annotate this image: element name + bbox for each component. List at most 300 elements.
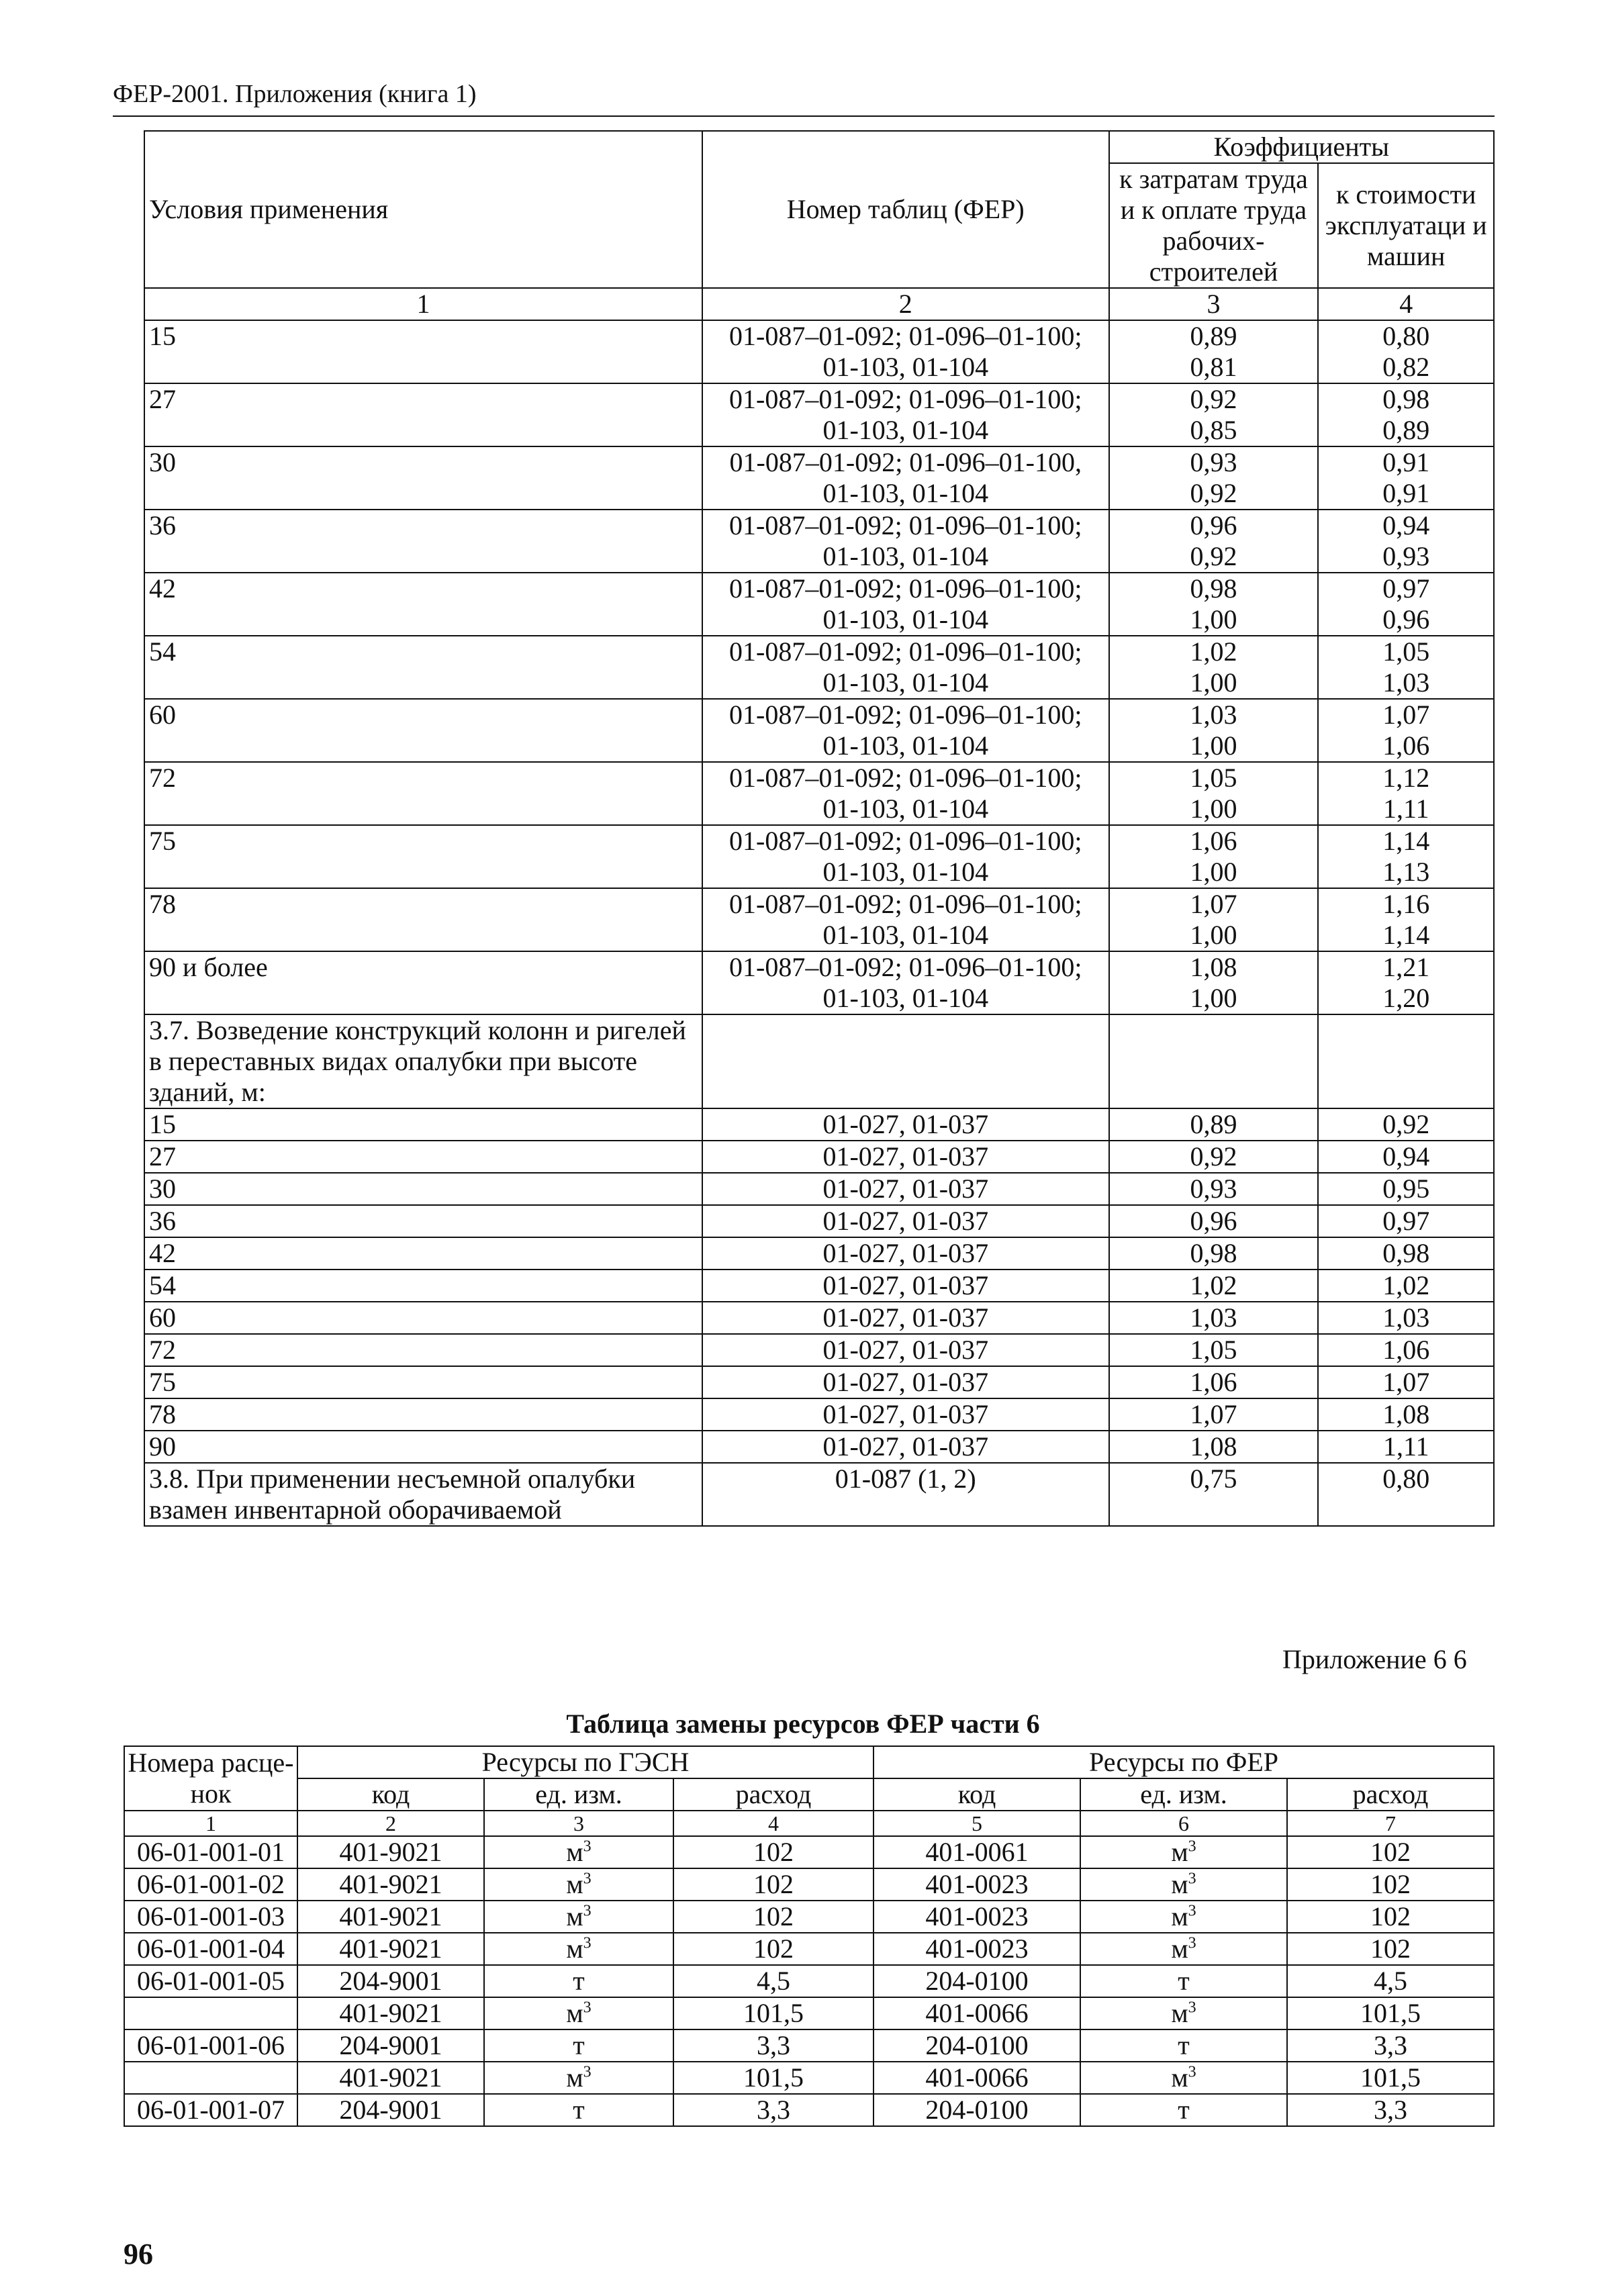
cell-line: 1,13 <box>1382 857 1430 887</box>
cell-line: 0,91 <box>1382 478 1430 508</box>
condition-cell: 90 и более <box>144 951 702 1014</box>
table-row <box>124 1836 1494 1868</box>
table-numbers-cell: 01-027, 01-037 <box>702 1270 1109 1302</box>
table-numbers-cell: 01-027, 01-037 <box>702 1173 1109 1205</box>
table-numbers-cell: 01-027, 01-037 <box>702 1141 1109 1173</box>
col-index: 3 <box>484 1811 673 1836</box>
machine-coef-cell: 0,94 <box>1318 1141 1494 1173</box>
table-row <box>144 446 1494 510</box>
table-numbers-cell <box>702 699 1109 762</box>
unit-exponent: 3 <box>1188 1837 1196 1856</box>
fer-code-cell: 204-0100 <box>873 1965 1080 1997</box>
gesn-unit-cell <box>484 2094 673 2126</box>
unit-text: м <box>1171 1901 1188 1931</box>
running-header: ФЕР-2001. Приложения (книга 1) <box>113 80 477 108</box>
labor-coef-cell: 0,98 <box>1109 1237 1319 1270</box>
table-row <box>144 1463 1494 1526</box>
cell-line: 01-087–01-092; 01-096–01-100; <box>729 384 1082 414</box>
gesn-usage-cell: 3,3 <box>673 2094 873 2126</box>
condition-cell: 42 <box>144 573 702 636</box>
machine-coef-cell <box>1318 762 1494 825</box>
cell-line: 1,06 <box>1382 730 1430 761</box>
labor-coef-cell <box>1109 825 1319 888</box>
table2-title: Таблица замены ресурсов ФЕР части 6 <box>566 1709 1040 1739</box>
rate-number-cell: 06-01-001-01 <box>124 1836 297 1868</box>
machine-coef-cell <box>1318 320 1494 383</box>
cell-line: 01-103, 01-104 <box>822 541 989 571</box>
cell-line: 1,05 <box>1190 763 1237 793</box>
table-numbers-cell <box>702 446 1109 510</box>
col-index: 7 <box>1287 1811 1494 1836</box>
unit-text: т <box>573 2030 585 2060</box>
cell-line: 0,96 <box>1382 604 1430 634</box>
table-numbers-cell: 01-027, 01-037 <box>702 1431 1109 1463</box>
table-row <box>144 1141 1494 1173</box>
condition-cell: 78 <box>144 1398 702 1431</box>
col-gesn-header: Ресурсы по ГЭСН <box>297 1746 873 1778</box>
fer-usage-cell: 102 <box>1287 1901 1494 1933</box>
table-row <box>144 1173 1494 1205</box>
table2-body <box>124 1836 1494 2126</box>
fer-unit-cell <box>1080 1965 1287 1997</box>
machine-coef-cell: 0,98 <box>1318 1237 1494 1270</box>
condition-cell: 54 <box>144 1270 702 1302</box>
unit-text: м <box>1171 1998 1188 2028</box>
cell-line: 1,07 <box>1382 700 1430 730</box>
fer-code-cell: 401-0066 <box>873 1997 1080 2029</box>
cell-line: 0,89 <box>1190 321 1237 351</box>
table-row <box>144 1108 1494 1141</box>
unit-exponent: 3 <box>583 2063 592 2081</box>
unit-exponent: 3 <box>583 1999 592 2017</box>
labor-coef-cell: 0,92 <box>1109 1141 1319 1173</box>
table1-body-b <box>144 1108 1494 1463</box>
machine-coef-cell: 0,92 <box>1318 1108 1494 1141</box>
unit-exponent: 3 <box>1188 1902 1196 1920</box>
gesn-usage-cell: 4,5 <box>673 1965 873 1997</box>
gesn-unit-cell <box>484 1868 673 1901</box>
table-numbers-cell: 01-087 (1, 2) <box>702 1463 1109 1526</box>
cell-line: 01-087–01-092; 01-096–01-100; <box>729 952 1082 982</box>
rate-number-cell: 06-01-001-03 <box>124 1901 297 1933</box>
condition-cell: 36 <box>144 1205 702 1237</box>
labor-coef-cell <box>1109 699 1319 762</box>
header-rule <box>113 115 1495 117</box>
fer-usage-cell: 3,3 <box>1287 2029 1494 2062</box>
fer-code-cell: 204-0100 <box>873 2029 1080 2062</box>
col-usage-header: расход <box>1287 1778 1494 1811</box>
cell-line: 0,98 <box>1382 384 1430 414</box>
table-numbers-cell: 01-027, 01-037 <box>702 1302 1109 1334</box>
labor-coef-cell <box>1109 320 1319 383</box>
condition-cell: 15 <box>144 1108 702 1141</box>
table-numbers-cell: 01-027, 01-037 <box>702 1334 1109 1366</box>
col-machines-header: к стоимости эксплуатаци и машин <box>1318 163 1494 288</box>
condition-cell: 30 <box>144 446 702 510</box>
cell-line: 01-103, 01-104 <box>822 478 989 508</box>
cell-line: 01-087–01-092; 01-096–01-100; <box>729 636 1082 667</box>
condition-cell: 72 <box>144 762 702 825</box>
unit-exponent: 3 <box>583 1902 592 1920</box>
machine-coef-cell: 1,02 <box>1318 1270 1494 1302</box>
unit-text: т <box>1178 1966 1190 1996</box>
gesn-code-cell: 401-9021 <box>297 1901 484 1933</box>
labor-coef-cell: 0,75 <box>1109 1463 1319 1526</box>
table-row <box>144 825 1494 888</box>
table-numbers-cell: 01-027, 01-037 <box>702 1108 1109 1141</box>
col-code-header: код <box>873 1778 1080 1811</box>
rate-number-cell: 06-01-001-02 <box>124 1868 297 1901</box>
empty-cell <box>702 1014 1109 1108</box>
fer-usage-cell: 102 <box>1287 1836 1494 1868</box>
machine-coef-cell <box>1318 446 1494 510</box>
fer-code-cell: 401-0023 <box>873 1868 1080 1901</box>
machine-coef-cell <box>1318 573 1494 636</box>
col-index: 6 <box>1080 1811 1287 1836</box>
machine-coef-cell <box>1318 951 1494 1014</box>
cell-line: 01-103, 01-104 <box>822 983 989 1013</box>
cell-line: 0,81 <box>1190 352 1237 382</box>
machine-coef-cell: 1,08 <box>1318 1398 1494 1431</box>
table-row <box>144 1205 1494 1237</box>
labor-coef-cell: 1,02 <box>1109 1270 1319 1302</box>
table-numbers-cell: 01-027, 01-037 <box>702 1398 1109 1431</box>
unit-text: т <box>1178 2095 1190 2125</box>
table-row <box>144 951 1494 1014</box>
gesn-code-cell: 401-9021 <box>297 1933 484 1965</box>
labor-coef-cell: 1,07 <box>1109 1398 1319 1431</box>
cell-line: 01-087–01-092; 01-096–01-100; <box>729 889 1082 919</box>
gesn-unit-cell <box>484 1965 673 1997</box>
labor-coef-cell <box>1109 446 1319 510</box>
cell-line: 01-103, 01-104 <box>822 857 989 887</box>
gesn-unit-cell <box>484 1997 673 2029</box>
col-index: 1 <box>144 288 702 320</box>
condition-cell: 27 <box>144 383 702 446</box>
cell-line: 1,20 <box>1382 983 1430 1013</box>
unit-exponent: 3 <box>583 1934 592 1952</box>
table-row <box>144 888 1494 951</box>
fer-code-cell: 401-0023 <box>873 1901 1080 1933</box>
cell-line: 01-103, 01-104 <box>822 604 989 634</box>
gesn-unit-cell <box>484 1901 673 1933</box>
col-unit-header: ед. изм. <box>484 1778 673 1811</box>
fer-unit-cell <box>1080 2062 1287 2094</box>
cell-line: 01-087–01-092; 01-096–01-100; <box>729 763 1082 793</box>
fer-code-cell: 401-0061 <box>873 1836 1080 1868</box>
labor-coef-cell <box>1109 383 1319 446</box>
machine-coef-cell: 0,97 <box>1318 1205 1494 1237</box>
resource-replacement-table <box>124 1745 1495 2127</box>
gesn-usage-cell: 101,5 <box>673 2062 873 2094</box>
condition-cell: 60 <box>144 699 702 762</box>
cell-line: 1,03 <box>1190 700 1237 730</box>
table1-body-a <box>144 320 1494 1014</box>
fer-usage-cell: 102 <box>1287 1868 1494 1901</box>
fer-unit-cell <box>1080 1868 1287 1901</box>
gesn-unit-cell <box>484 1933 673 1965</box>
condition-cell: 3.8. При применении несъемной опалубки взамен инвентарной оборачиваемой <box>144 1463 702 1526</box>
cell-line: 0,92 <box>1190 384 1237 414</box>
cell-line: 1,02 <box>1190 636 1237 667</box>
cell-line: 0,82 <box>1382 352 1430 382</box>
cell-line: 0,91 <box>1382 447 1430 477</box>
fer-usage-cell: 101,5 <box>1287 1997 1494 2029</box>
cell-line: 1,00 <box>1190 983 1237 1013</box>
table-numbers-cell <box>702 510 1109 573</box>
col-rates-header: Номера расце-нок <box>124 1746 297 1811</box>
cell-line: 1,08 <box>1190 952 1237 982</box>
section-row <box>144 1014 1494 1108</box>
condition-cell: 54 <box>144 636 702 699</box>
col-fer-header: Ресурсы по ФЕР <box>873 1746 1494 1778</box>
table-row <box>124 1965 1494 1997</box>
fer-unit-cell <box>1080 1901 1287 1933</box>
table-numbers-cell: 01-027, 01-037 <box>702 1237 1109 1270</box>
machine-coef-cell: 1,11 <box>1318 1431 1494 1463</box>
fer-usage-cell: 4,5 <box>1287 1965 1494 1997</box>
condition-cell: 36 <box>144 510 702 573</box>
table-numbers-cell <box>702 320 1109 383</box>
unit-text: м <box>1171 1869 1188 1899</box>
cell-line: 01-087–01-092; 01-096–01-100; <box>729 700 1082 730</box>
fer-usage-cell: 3,3 <box>1287 2094 1494 2126</box>
cell-line: 1,07 <box>1190 889 1237 919</box>
cell-line: 01-087–01-092; 01-096–01-100; <box>729 573 1082 604</box>
gesn-usage-cell: 3,3 <box>673 2029 873 2062</box>
machine-coef-cell <box>1318 699 1494 762</box>
table-numbers-cell <box>702 951 1109 1014</box>
table-row <box>144 1334 1494 1366</box>
gesn-code-cell: 401-9021 <box>297 2062 484 2094</box>
gesn-code-cell: 204-9001 <box>297 2094 484 2126</box>
cell-line: 1,12 <box>1382 763 1430 793</box>
unit-text: м <box>1171 2062 1188 2093</box>
cell-line: 01-103, 01-104 <box>822 415 989 445</box>
table-numbers-cell <box>702 825 1109 888</box>
cell-line: 0,96 <box>1190 510 1237 540</box>
cell-line: 1,00 <box>1190 604 1237 634</box>
machine-coef-cell <box>1318 825 1494 888</box>
col-coefficients-header: Коэффициенты <box>1109 131 1494 163</box>
condition-cell: 60 <box>144 1302 702 1334</box>
cell-line: 0,92 <box>1190 478 1237 508</box>
fer-usage-cell: 102 <box>1287 1933 1494 1965</box>
machine-coef-cell: 1,03 <box>1318 1302 1494 1334</box>
machine-coef-cell <box>1318 636 1494 699</box>
col-unit-header: ед. изм. <box>1080 1778 1287 1811</box>
table-numbers-cell: 01-027, 01-037 <box>702 1205 1109 1237</box>
condition-cell: 75 <box>144 825 702 888</box>
cell-line: 1,00 <box>1190 667 1237 698</box>
table-row <box>124 1933 1494 1965</box>
labor-coef-cell <box>1109 888 1319 951</box>
cell-line: 0,80 <box>1382 321 1430 351</box>
empty-cell <box>1109 1014 1319 1108</box>
cell-line: 01-103, 01-104 <box>822 794 989 824</box>
unit-exponent: 3 <box>1188 1934 1196 1952</box>
page-number: 96 <box>124 2238 153 2270</box>
unit-text: м <box>566 2062 583 2093</box>
cell-line: 01-087–01-092; 01-096–01-100; <box>729 321 1082 351</box>
gesn-code-cell: 401-9021 <box>297 1997 484 2029</box>
cell-line: 1,06 <box>1190 826 1237 856</box>
machine-coef-cell: 0,80 <box>1318 1463 1494 1526</box>
unit-text: т <box>1178 2030 1190 2060</box>
gesn-code-cell: 401-9021 <box>297 1868 484 1901</box>
gesn-code-cell: 204-9001 <box>297 2029 484 2062</box>
unit-text: м <box>1171 1837 1188 1867</box>
col-code-header: код <box>297 1778 484 1811</box>
fer-code-cell: 204-0100 <box>873 2094 1080 2126</box>
cell-line: 01-103, 01-104 <box>822 667 989 698</box>
cell-line: 01-087–01-092; 01-096–01-100; <box>729 826 1082 856</box>
unit-exponent: 3 <box>1188 2063 1196 2081</box>
cell-line: 01-103, 01-104 <box>822 352 989 382</box>
appendix-label: Приложение 6 6 <box>1282 1644 1467 1674</box>
cell-line: 0,93 <box>1190 447 1237 477</box>
fer-unit-cell <box>1080 2029 1287 2062</box>
cell-line: 0,92 <box>1190 541 1237 571</box>
unit-exponent: 3 <box>583 1837 592 1856</box>
machine-coef-cell: 1,07 <box>1318 1366 1494 1398</box>
condition-cell: 15 <box>144 320 702 383</box>
labor-coef-cell <box>1109 636 1319 699</box>
gesn-usage-cell: 102 <box>673 1901 873 1933</box>
empty-cell <box>1318 1014 1494 1108</box>
table-row <box>144 1302 1494 1334</box>
labor-coef-cell: 0,89 <box>1109 1108 1319 1141</box>
table-row <box>124 1997 1494 2029</box>
rate-number-cell: 06-01-001-06 <box>124 2029 297 2062</box>
cell-line: 1,05 <box>1382 636 1430 667</box>
col-conditions-header: Условия применения <box>144 131 702 288</box>
machine-coef-cell: 1,06 <box>1318 1334 1494 1366</box>
table-row <box>144 762 1494 825</box>
col-index: 3 <box>1109 288 1319 320</box>
table-row <box>144 1237 1494 1270</box>
table-row <box>144 383 1494 446</box>
labor-coef-cell <box>1109 762 1319 825</box>
unit-exponent: 3 <box>583 1870 592 1888</box>
cell-line: 01-103, 01-104 <box>822 920 989 950</box>
rate-number-cell: 06-01-001-07 <box>124 2094 297 2126</box>
fer-unit-cell <box>1080 2094 1287 2126</box>
fer-usage-cell: 101,5 <box>1287 2062 1494 2094</box>
cell-line: 01-087–01-092; 01-096–01-100; <box>729 510 1082 540</box>
gesn-usage-cell: 102 <box>673 1868 873 1901</box>
labor-coef-cell: 0,93 <box>1109 1173 1319 1205</box>
cell-line: 1,11 <box>1382 794 1429 824</box>
condition-cell: 75 <box>144 1366 702 1398</box>
condition-cell: 90 <box>144 1431 702 1463</box>
cell-line: 1,00 <box>1190 920 1237 950</box>
cell-line: 1,21 <box>1382 952 1430 982</box>
col-index: 4 <box>673 1811 873 1836</box>
col-index: 2 <box>702 288 1109 320</box>
col-index: 4 <box>1318 288 1494 320</box>
cell-line: 1,00 <box>1190 794 1237 824</box>
table-row <box>144 1366 1494 1398</box>
labor-coef-cell <box>1109 951 1319 1014</box>
condition-cell: 27 <box>144 1141 702 1173</box>
unit-text: т <box>573 2095 585 2125</box>
cell-line: 01-087–01-092; 01-096–01-100, <box>729 447 1082 477</box>
cell-line: 0,94 <box>1382 510 1430 540</box>
condition-cell: 30 <box>144 1173 702 1205</box>
rate-number-cell: 06-01-001-04 <box>124 1933 297 1965</box>
unit-text: м <box>566 1869 583 1899</box>
table-row <box>144 699 1494 762</box>
fer-code-cell: 401-0066 <box>873 2062 1080 2094</box>
col-labor-header: к затратам труда и к оплате труда рабочих-строителей <box>1109 163 1319 288</box>
unit-exponent: 3 <box>1188 1999 1196 2017</box>
labor-coef-cell: 0,96 <box>1109 1205 1319 1237</box>
col-usage-header: расход <box>673 1778 873 1811</box>
labor-coef-cell <box>1109 510 1319 573</box>
table-row <box>124 2029 1494 2062</box>
cell-line: 1,00 <box>1190 730 1237 761</box>
gesn-usage-cell: 101,5 <box>673 1997 873 2029</box>
rate-number-cell: 06-01-001-05 <box>124 1965 297 1997</box>
cell-line: 0,89 <box>1382 415 1430 445</box>
col-index: 5 <box>873 1811 1080 1836</box>
cell-line: 0,93 <box>1382 541 1430 571</box>
table-row <box>124 2094 1494 2126</box>
condition-cell: 42 <box>144 1237 702 1270</box>
col-index: 2 <box>297 1811 484 1836</box>
cell-line: 0,97 <box>1382 573 1430 604</box>
condition-cell: 72 <box>144 1334 702 1366</box>
table-numbers-cell <box>702 762 1109 825</box>
fer-unit-cell <box>1080 1933 1287 1965</box>
fer-unit-cell <box>1080 1836 1287 1868</box>
table-row <box>124 1868 1494 1901</box>
unit-text: т <box>573 1966 585 1996</box>
gesn-usage-cell: 102 <box>673 1933 873 1965</box>
machine-coef-cell: 0,95 <box>1318 1173 1494 1205</box>
unit-exponent: 3 <box>1188 1870 1196 1888</box>
cell-line: 0,98 <box>1190 573 1237 604</box>
unit-text: м <box>566 1837 583 1867</box>
table-row <box>144 510 1494 573</box>
coefficients-table <box>144 130 1495 1527</box>
table-numbers-cell <box>702 573 1109 636</box>
col-index: 1 <box>124 1811 297 1836</box>
gesn-code-cell: 401-9021 <box>297 1836 484 1868</box>
gesn-unit-cell <box>484 2029 673 2062</box>
unit-text: м <box>1171 1933 1188 1964</box>
col-table-numbers-header: Номер таблиц (ФЕР) <box>702 131 1109 288</box>
rate-number-cell <box>124 2062 297 2094</box>
machine-coef-cell <box>1318 510 1494 573</box>
gesn-code-cell: 204-9001 <box>297 1965 484 1997</box>
machine-coef-cell <box>1318 888 1494 951</box>
fer-unit-cell <box>1080 1997 1287 2029</box>
unit-text: м <box>566 1998 583 2028</box>
gesn-usage-cell: 102 <box>673 1836 873 1868</box>
fer-code-cell: 401-0023 <box>873 1933 1080 1965</box>
table-row <box>144 636 1494 699</box>
gesn-unit-cell <box>484 1836 673 1868</box>
table-numbers-cell <box>702 888 1109 951</box>
cell-line: 1,16 <box>1382 889 1430 919</box>
labor-coef-cell <box>1109 573 1319 636</box>
machine-coef-cell <box>1318 383 1494 446</box>
unit-text: м <box>566 1901 583 1931</box>
condition-cell: 78 <box>144 888 702 951</box>
labor-coef-cell: 1,03 <box>1109 1302 1319 1334</box>
